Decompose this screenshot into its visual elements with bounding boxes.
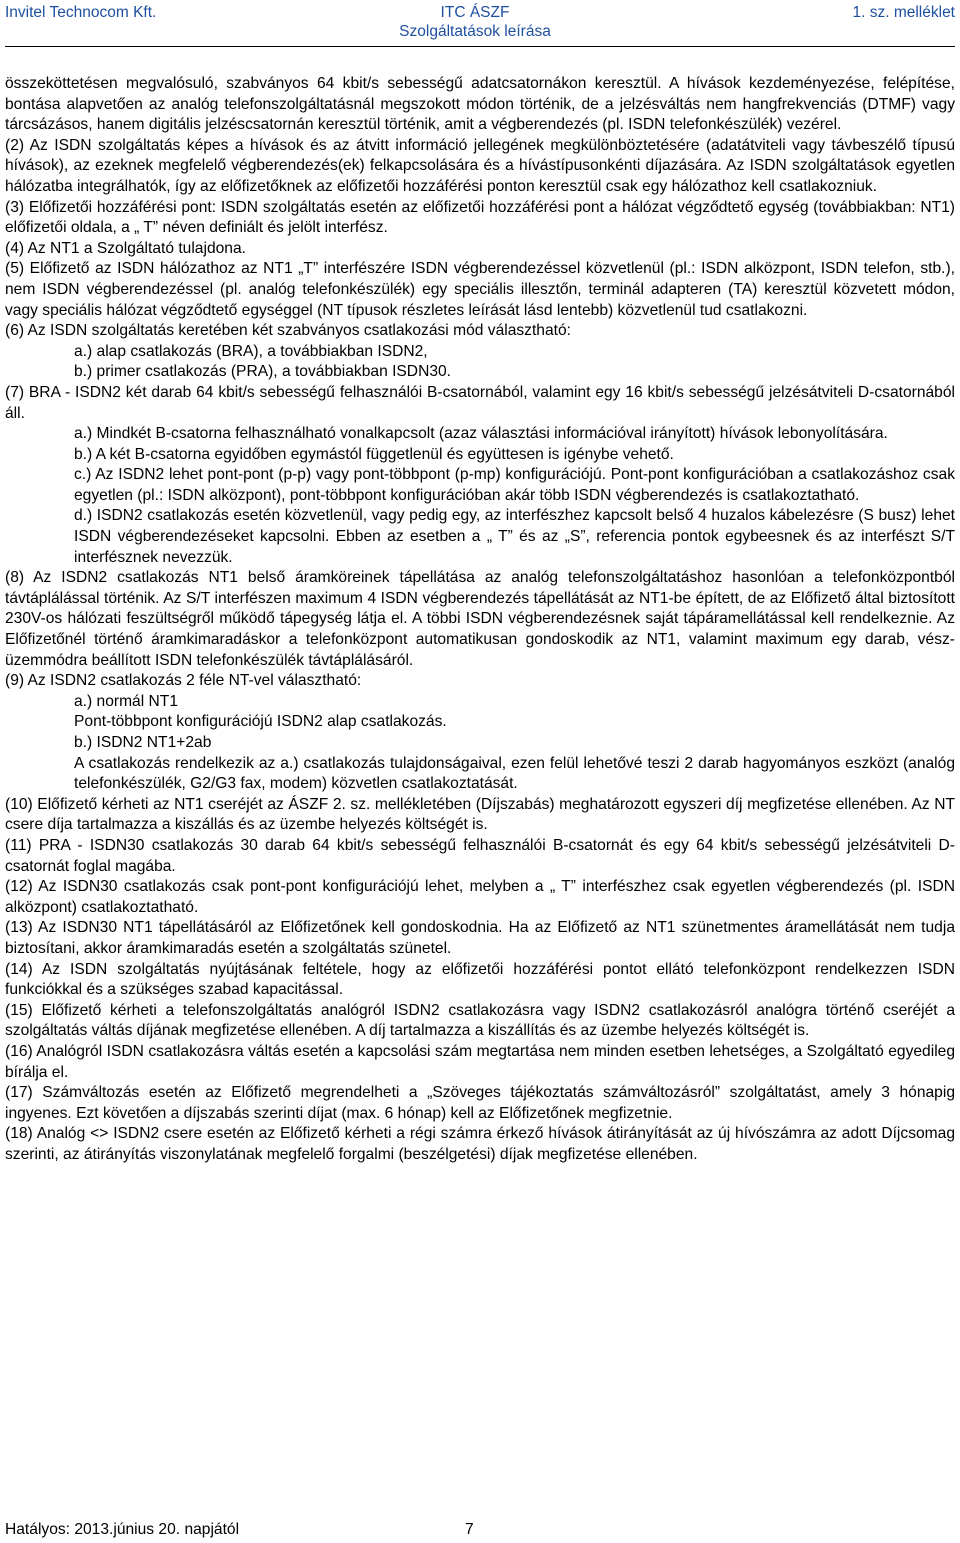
list-item: b.) A két B-csatorna egyidőben egymástól függetlenül és együttesen is igénybe vehető. [74, 445, 674, 463]
paragraph: (12) Az ISDN30 csatlakozás csak pont-pont konfigurációjú lehet, melyben a „ T” interfészhez csak egyetlen végberendezés (pl. ISDN alközpont) csatlakoztatható. [5, 878, 955, 916]
paragraph: (4) Az NT1 a Szolgáltató tulajdona. [5, 239, 246, 257]
list-item: b.) primer csatlakozás (PRA), a továbbiakban ISDN30. [74, 363, 452, 381]
list-item: a.) normál NT1 [74, 692, 178, 710]
paragraph: (8) Az ISDN2 csatlakozás NT1 belső áramköreinek tápellátása az analóg telefonszolgáltatáshoz hasonlóan a telefonközpontból távtáplálással történik. Az S/T interfészen maximum 4 ISDN végberendezés tápellátását az NT1-be épített, de az Előfizető által biztosított 230V-os hálózati feszültségről működő tápegység látja el. A többi ISDN végberendezésnek saját tápáramellátással kell rendelkeznie. Az Előfizetőnél történő áramkimaradáskor a telefonközpont automatikusan gondoskodik az NT1, valamint maximum egy darab, vész-üzemmódra beállított ISDN telefonkészülék távtáplálásáról. [5, 569, 955, 669]
paragraph: (2) Az ISDN szolgáltatás képes a hívások és az átvitt információ jellegének megkülönböztetésére (adatátviteli vagy távbeszélő típusú hívások), az ezeknek megfelelő végberendezés(ek) felkapcsolására és a hívástípusonkénti díjazására. Az ISDN szolgáltatások egyetlen hálózatba integrálhatók, így az előfizetőknek az előfizetői hozzáférési ponton keresztül csak egy hálózathoz kell csatlakozniuk. [5, 136, 955, 195]
page-header [5, 3, 955, 47]
paragraph: (6) Az ISDN szolgáltatás keretében két szabványos csatlakozási mód választható: [5, 322, 571, 340]
list-item: Pont-többpont konfigurációjú ISDN2 alap csatlakozás. [74, 713, 447, 731]
paragraph: (15) Előfizető kérheti a telefonszolgáltatás analógról ISDN2 csatlakozásra vagy ISDN2 csatlakozásról analógra történő cseréjét a szolgáltatás váltás díjának megfizetése ellenében. A díj tartalmazza a kiszállítás és az üzembe helyezés költségét is. [5, 1001, 955, 1040]
paragraph: (7) BRA - ISDN2 két darab 64 kbit/s sebességű felhasználói B-csatornából, valamint egy 16 kbit/s sebességű jelzésátviteli D-csatornából áll. [5, 383, 955, 422]
list-item: d.) ISDN2 csatlakozás esetén közvetlenül, vagy pedig egy, az interfészhez kapcsolt belső 4 huzalos kábelezésre (S busz) lehet ISDN végberendezéseket kapcsolni. Ebben az esetben a „ T” és az „S”, referencia pontok egybeesnek és az interfészt S/T interfésznek nevezzük. [74, 507, 955, 566]
paragraph: (3) Előfizetői hozzáférési pont: ISDN szolgáltatás esetén az előfizetői hozzáférési pont a hálózat végződtető egység (továbbiakban: NT1) előfizetői oldala, a „ T” néven definiált és jelölt interfész. [5, 198, 955, 237]
list-item: b.) ISDN2 NT1+2ab [74, 734, 212, 751]
list-item: A csatlakozás rendelkezik az a.) csatlakozás tulajdonságaival, ezen felül lehetővé teszi 2 darab hagyományos eszközt (analóg telefonkészülék, G2/G3 fax, modem) közvetlen csatlakoztatását. [74, 754, 955, 793]
paragraph: összeköttetésen megvalósuló, szabványos 64 kbit/s sebességű adatcsatornákon keresztül. A hívások kezdeményezése, felépítése, bontása alapvetően az analóg telefonszolgáltatásnál megszokott módon történik, de a jelzésváltás nem hangfrekvenciás (DTMF) vagy tárcsázásos, hanem digitális jelzéscsatornán keresztül történik, amit a végberendezés (pl. ISDN telefonkészülék) vezérel. [5, 75, 955, 134]
list-item: a.) alap csatlakozás (BRA), a továbbiakban ISDN2, [74, 342, 428, 360]
paragraph: (5) Előfizető az ISDN hálózathoz az NT1 „T” interfészére ISDN végberendezéssel közvetlenül (pl.: ISDN alközpont, ISDN telefon, stb.), nem ISDN végberendezéssel (pl. analóg telefonkészülék) egy speciális illesztőn, terminál adapteren (TA) keresztül közvetett módon, vagy speciális hálózat végződtető egységgel (NT típusok részletes leírását lásd lentebb) közvetlenül tud csatlakozni. [5, 260, 955, 319]
effective-date: Hatályos: 2013.június 20. napjától [5, 1521, 240, 1538]
document-body [5, 74, 955, 1165]
list-item: a.) Mindkét B-csatorna felhasználható vonalkapcsolt (azaz választási információval irányított) hívások lebonyolítására. [74, 425, 888, 443]
paragraph: (14) Az ISDN szolgáltatás nyújtásának feltétele, hogy az előfizetői hozzáférési pontot ellátó telefonközpont rendelkezzen ISDN funkciókkal és a szükséges szabad kapacitással. [5, 960, 955, 999]
header-divider [5, 46, 955, 47]
paragraph: (13) Az ISDN30 NT1 tápellátásáról az Előfizetőnek kell gondoskodnia. Ha az Előfizető az NT1 szünetmentes áramellátását nem tudja biztosítani, akkor áramkimaradás esetén a szolgáltatás szünetel. [5, 919, 955, 957]
header-annex: 1. sz. melléklet [852, 4, 955, 21]
header-company: Invitel Technocom Kft. [5, 4, 157, 21]
list-item: c.) Az ISDN2 lehet pont-pont (p-p) vagy pont-többpont (p-mp) konfigurációjú. Pont-pont konfigurációban a csatlakozáshoz csak egyetlen (pl.: ISDN alközpont), pont-többpont konfigurációban akár több ISDN végberendezés is csatlakoztatható. [74, 466, 955, 504]
header-title-line1: ITC ÁSZF [440, 4, 510, 21]
paragraph: (11) PRA - ISDN30 csatlakozás 30 darab 64 kbit/s sebességű felhasználói B-csatornát és egy 64 kbit/s sebességű jelzésátviteli D-csatornát foglal magába. [5, 836, 955, 875]
paragraph: (9) Az ISDN2 csatlakozás 2 féle NT-vel választható: [5, 672, 362, 690]
page-number: 7 [465, 1521, 474, 1538]
paragraph: (16) Analógról ISDN csatlakozásra váltás esetén a kapcsolási szám megtartása nem minden esetben lehetséges, a Szolgáltató egyedileg bírálja el. [5, 1042, 955, 1081]
header-title [370, 3, 580, 41]
page-footer [5, 1520, 474, 1540]
paragraph: (18) Analóg <> ISDN2 csere esetén az Előfizető kérheti a régi számra érkező hívások átirányítását az új hívószámra az adott Díjcsomag szerinti, az átirányítás viszonylatának megfelelő forgalmi (beszélgetési) díjak megfizetése ellenében. [5, 1125, 955, 1163]
paragraph: (10) Előfizető kérheti az NT1 cseréjét az ÁSZF 2. sz. mellékletében (Díjszabás) meghatározott egyszeri díj megfizetése ellenében. Az NT csere díja tartalmazza a kiszállás és az üzembe helyezés költségét is. [5, 795, 955, 834]
paragraph: (17) Számváltozás esetén az Előfizető megrendelheti a „Szöveges tájékoztatás számváltozásról” szolgáltatást, amely 3 hónapig ingyenes. Ezt követően a díjszabás szerinti díjat (max. 6 hónap) kell az Előfizetőnek megfizetnie. [5, 1084, 955, 1122]
header-title-line2: Szolgáltatások leírása [399, 23, 551, 40]
